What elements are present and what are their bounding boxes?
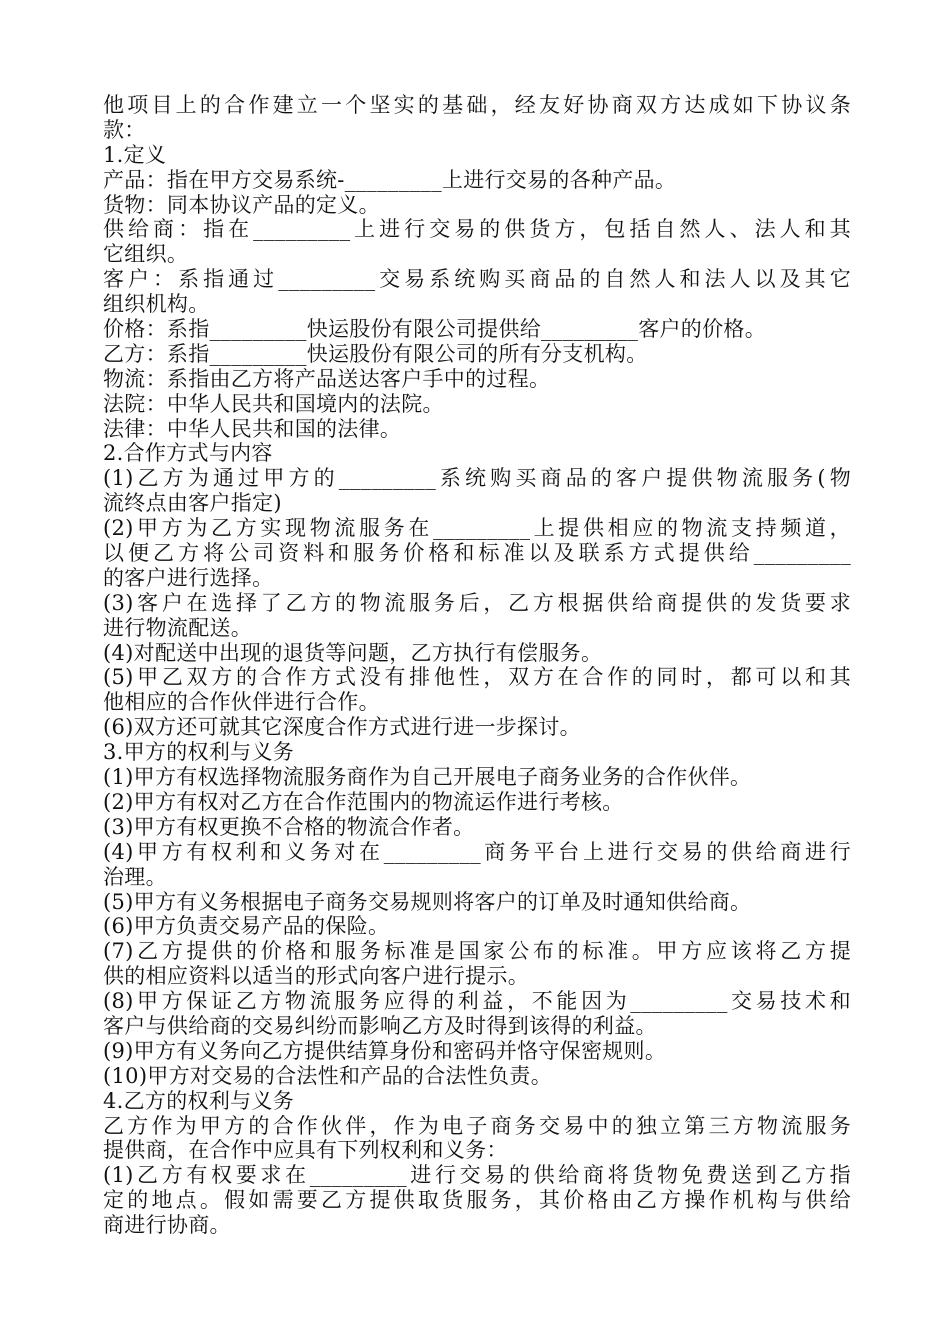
text-line: (4)对配送中出现的退货等问题，乙方执行有偿服务。: [103, 640, 603, 665]
text-line: 定的地点。假如需要乙方提供取货服务，其价格由乙方操作机构与供给: [103, 1188, 851, 1213]
text-line: (9)甲方有义务向乙方提供结算身份和密码并恪守保密规则。: [103, 1038, 667, 1063]
text-line: (7)乙方提供的价格和服务标准是国家公布的标准。甲方应该将乙方提: [103, 939, 851, 964]
text-line: 商进行协商。: [103, 1213, 231, 1238]
section-heading: 3.甲方的权利与义务: [103, 740, 295, 765]
text-line: 货物：同本协议产品的定义。: [103, 192, 380, 217]
text-line: 客户与供给商的交易纠纷而影响乙方及时得到该得的利益。: [103, 1013, 657, 1038]
text-line: 的客户进行选择。: [103, 565, 274, 590]
text-line: 法律：中华人民共和国的法律。: [103, 416, 402, 441]
text-line: 他相应的合作伙伴进行合作。: [103, 690, 380, 715]
text-line: (5)甲方有义务根据电子商务交易规则将客户的订单及时通知供给商。: [103, 889, 752, 914]
section-heading: 4.乙方的权利与义务: [103, 1088, 295, 1113]
section-heading: 2.合作方式与内容: [103, 441, 273, 466]
text-line: (5)甲乙双方的合作方式没有排他性，双方在合作的同时，都可以和其: [103, 665, 851, 690]
text-line: 治理。: [103, 864, 167, 889]
text-line: 提供商，在合作中应具有下列权利和义务：: [103, 1138, 508, 1163]
section-heading: 1.定义: [103, 142, 167, 167]
text-line: 它组织。: [103, 242, 189, 267]
text-line: (6)双方还可就其它深度合作方式进行进一步探讨。: [103, 715, 581, 740]
document-page: [103, 93, 851, 1238]
text-line: (8)甲方保证乙方物流服务应得的利益，不能因为_________交易技术和: [103, 989, 851, 1014]
text-line: 款：: [103, 117, 146, 142]
text-line: 乙方作为甲方的合作伙伴，作为电子商务交易中的独立第三方物流服务: [103, 1113, 851, 1138]
text-line: (4)甲方有权利和义务对在_________商务平台上进行交易的供给商进行: [103, 839, 851, 864]
text-line: (2)甲方为乙方实现物流服务在_________上提供相应的物流支持频道，: [103, 516, 851, 541]
text-line: 供给商：指在_________上进行交易的供货方，包括自然人、法人和其: [103, 217, 851, 242]
text-line: 客户：系指通过_________交易系统购买商品的自然人和法人以及其它: [103, 267, 851, 292]
text-line: 产品：指在甲方交易系统-_________上进行交易的各种产品。: [103, 167, 677, 192]
text-line: (3)甲方有权更换不合格的物流合作者。: [103, 814, 475, 839]
text-line: 法院：中华人民共和国境内的法院。: [103, 391, 444, 416]
text-line: (1)乙方有权要求在_________进行交易的供给商将货物免费送到乙方指: [103, 1163, 851, 1188]
text-line: (1)甲方有权选择物流服务商作为自己开展电子商务业务的合作伙伴。: [103, 765, 752, 790]
text-line: (2)甲方有权对乙方在合作范围内的物流运作进行考核。: [103, 789, 624, 814]
text-line: 进行物流配送。: [103, 615, 253, 640]
text-line: (3)客户在选择了乙方的物流服务后，乙方根据供给商提供的发货要求: [103, 590, 851, 615]
text-line: 价格：系指_________快运股份有限公司提供给_________客户的价格。: [103, 317, 766, 342]
text-line: 物流：系指由乙方将产品送达客户手中的过程。: [103, 366, 551, 391]
text-line: (10)甲方对交易的合法性和产品的合法性负责。: [103, 1063, 553, 1088]
text-line: 组织机构。: [103, 292, 210, 317]
text-line: 流终点由客户指定): [103, 491, 282, 516]
text-line: 他项目上的合作建立一个坚实的基础，经友好协商双方达成如下协议条: [103, 93, 851, 117]
text-line: 供的相应资料以适当的形式向客户进行提示。: [103, 964, 529, 989]
text-line: (6)甲方负责交易产品的保险。: [103, 914, 390, 939]
text-line: (1)乙方为通过甲方的_________系统购买商品的客户提供物流服务(物: [103, 466, 851, 491]
text-line: 以便乙方将公司资料和服务价格和标准以及联系方式提供给_________: [103, 541, 851, 566]
text-line: 乙方：系指_________快运股份有限公司的所有分支机构。: [103, 341, 648, 366]
